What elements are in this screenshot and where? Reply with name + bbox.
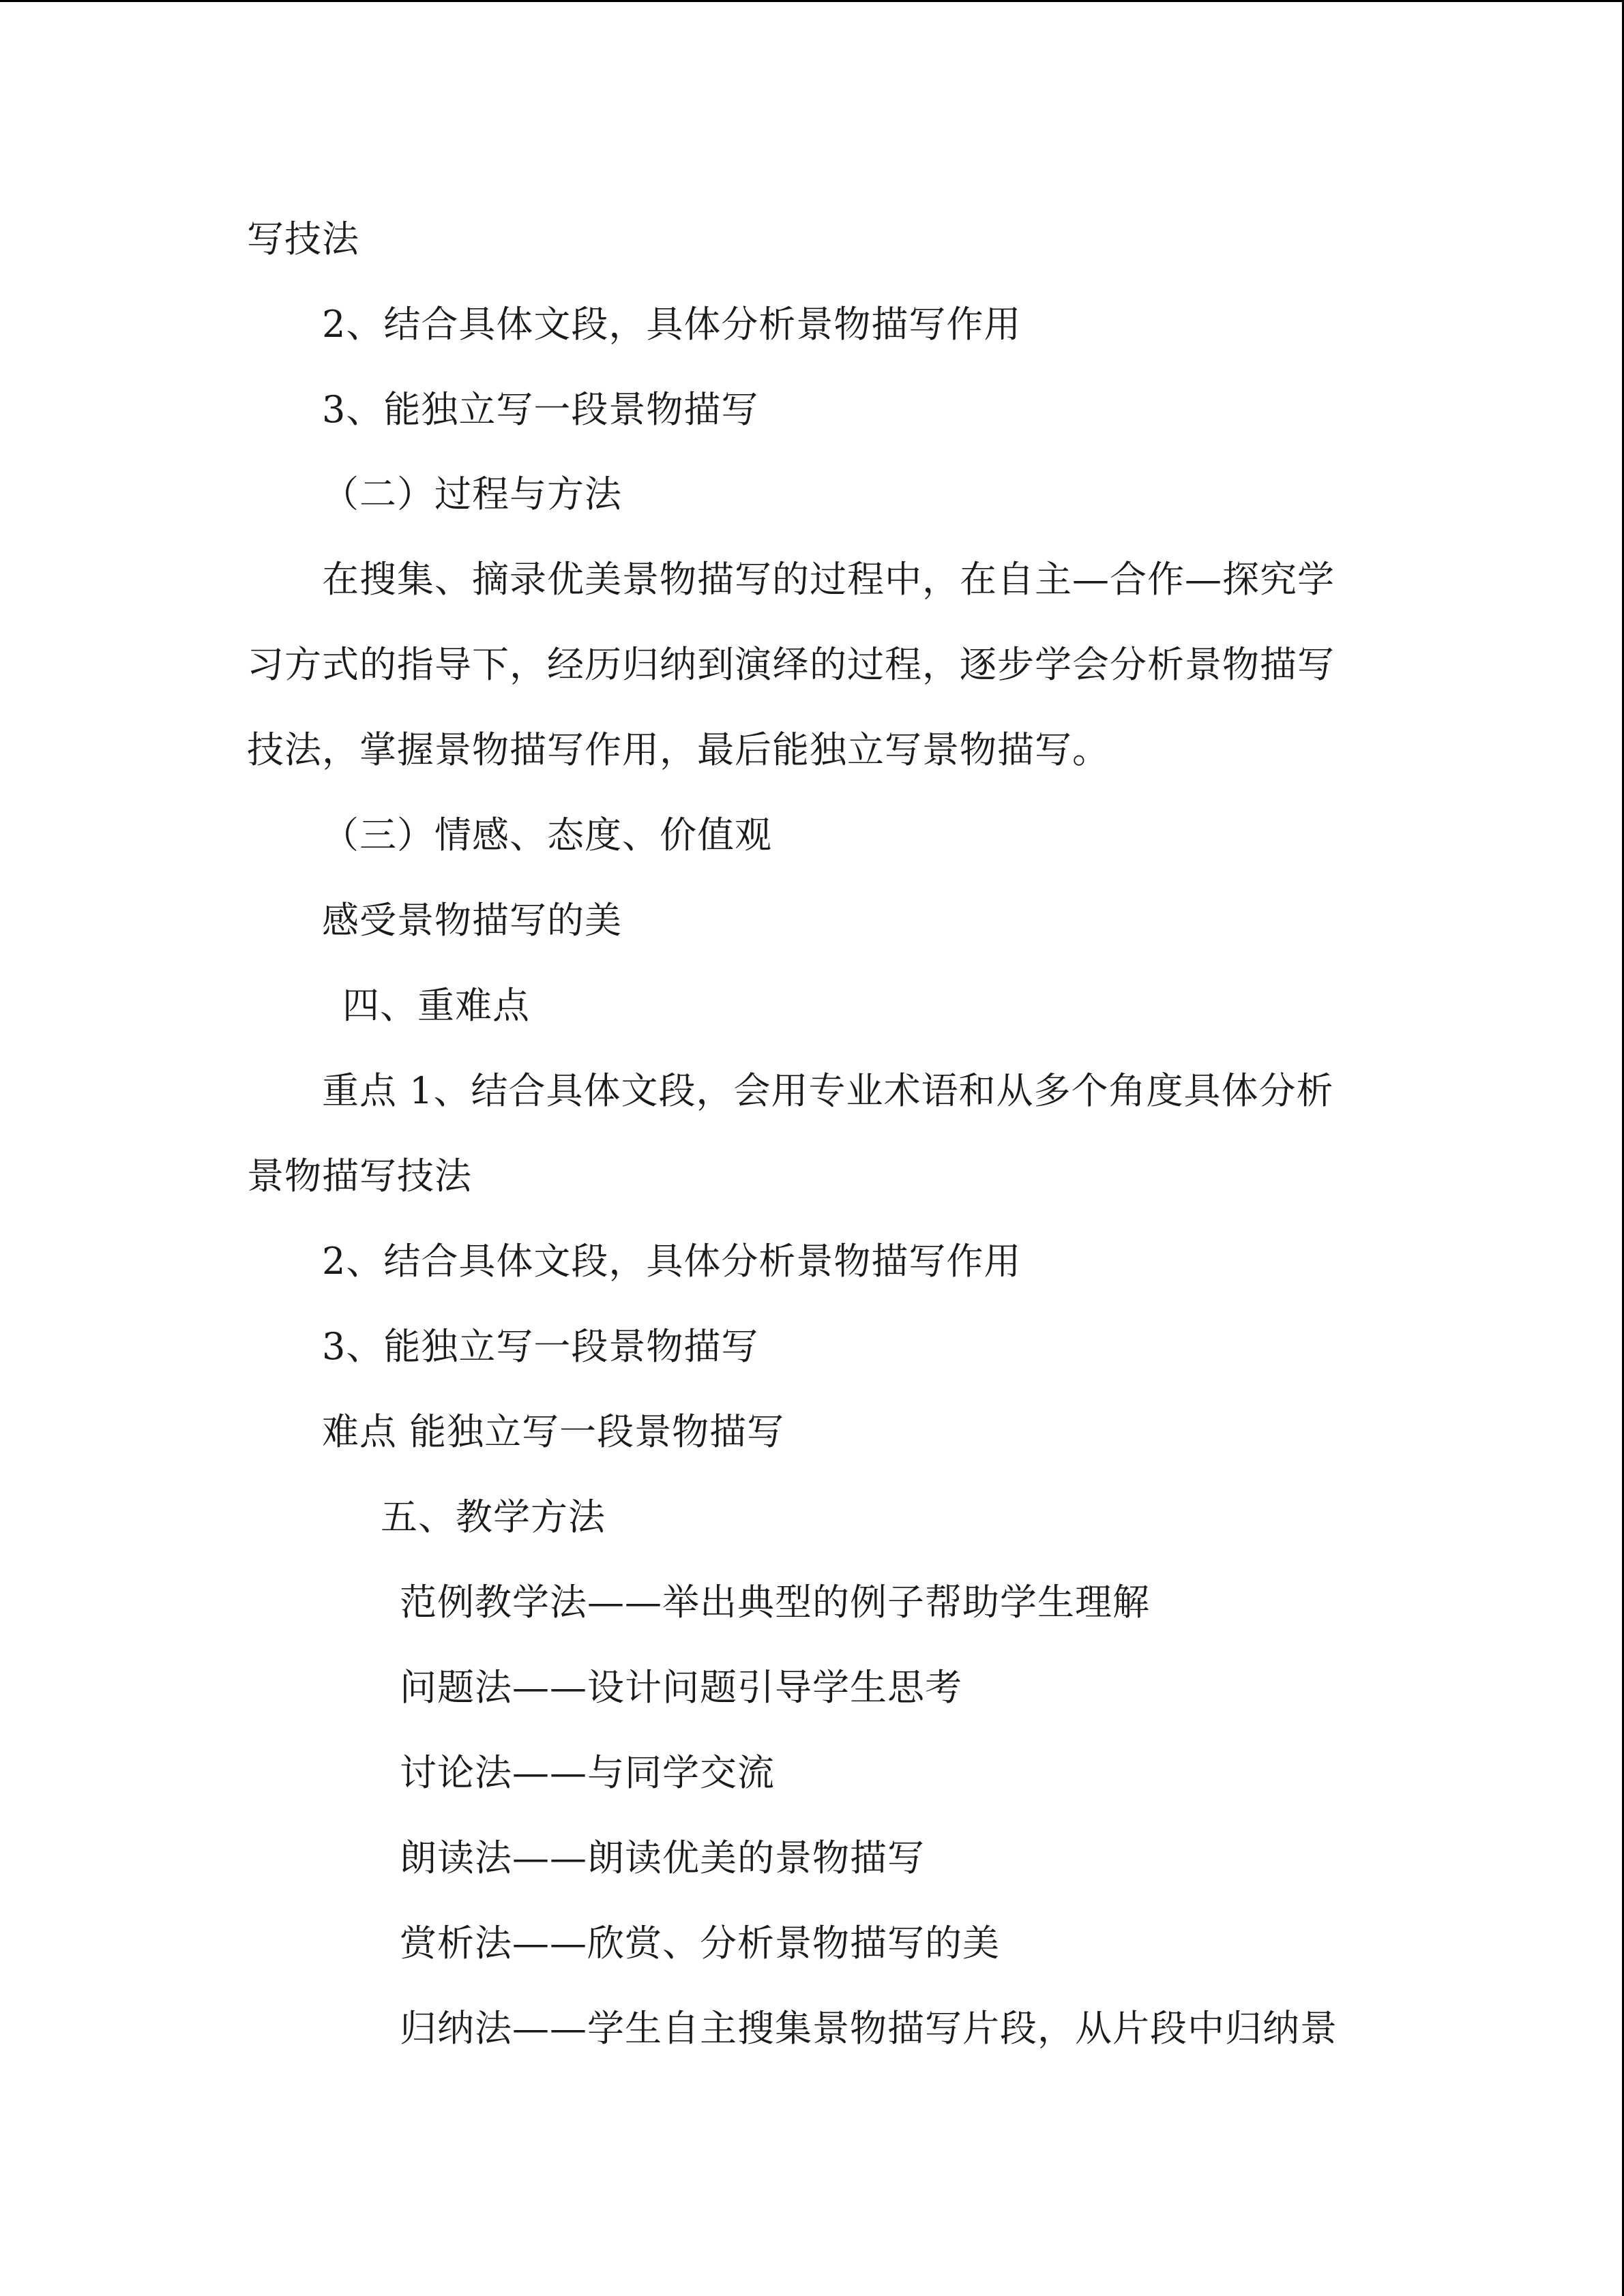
text-line: 2、结合具体文段，具体分析景物描写作用 bbox=[322, 1240, 1022, 1283]
list-item: 归纳法——学生自主搜集景物描写片段，从片段中归纳景 bbox=[400, 2007, 1338, 2050]
text-line: 景物描写技法 bbox=[247, 1154, 472, 1197]
section-heading: （二）过程与方法 bbox=[322, 473, 622, 516]
text-line: 感受景物描写的美 bbox=[322, 899, 622, 942]
list-item: 范例教学法——举出典型的例子帮助学生理解 bbox=[400, 1581, 1150, 1624]
section-heading: 四、重难点 bbox=[342, 984, 530, 1027]
text-line: 在搜集、摘录优美景物描写的过程中，在自主—合作—探究学 bbox=[322, 558, 1335, 601]
text-line: 3、能独立写一段景物描写 bbox=[322, 388, 759, 431]
text-line: 2、结合具体文段，具体分析景物描写作用 bbox=[322, 303, 1022, 346]
text-line: 习方式的指导下，经历归纳到演绎的过程，逐步学会分析景物描写 bbox=[247, 643, 1335, 686]
list-item: 问题法——设计问题引导学生思考 bbox=[400, 1666, 962, 1709]
text-line: 重点 1、结合具体文段，会用专业术语和从多个角度具体分析 bbox=[322, 1069, 1334, 1112]
text-line: 写技法 bbox=[247, 218, 359, 260]
page-top-border bbox=[0, 0, 1624, 2]
text-line: 难点 能独立写一段景物描写 bbox=[322, 1410, 785, 1453]
list-item: 讨论法——与同学交流 bbox=[400, 1751, 775, 1794]
list-item: 赏析法——欣赏、分析景物描写的美 bbox=[400, 1922, 1000, 1965]
section-heading: （三）情感、态度、价值观 bbox=[322, 814, 772, 856]
section-heading: 五、教学方法 bbox=[381, 1495, 606, 1538]
text-line: 3、能独立写一段景物描写 bbox=[322, 1325, 759, 1368]
list-item: 朗读法——朗读优美的景物描写 bbox=[400, 1836, 925, 1879]
text-line: 技法，掌握景物描写作用，最后能独立写景物描写。 bbox=[247, 728, 1110, 771]
